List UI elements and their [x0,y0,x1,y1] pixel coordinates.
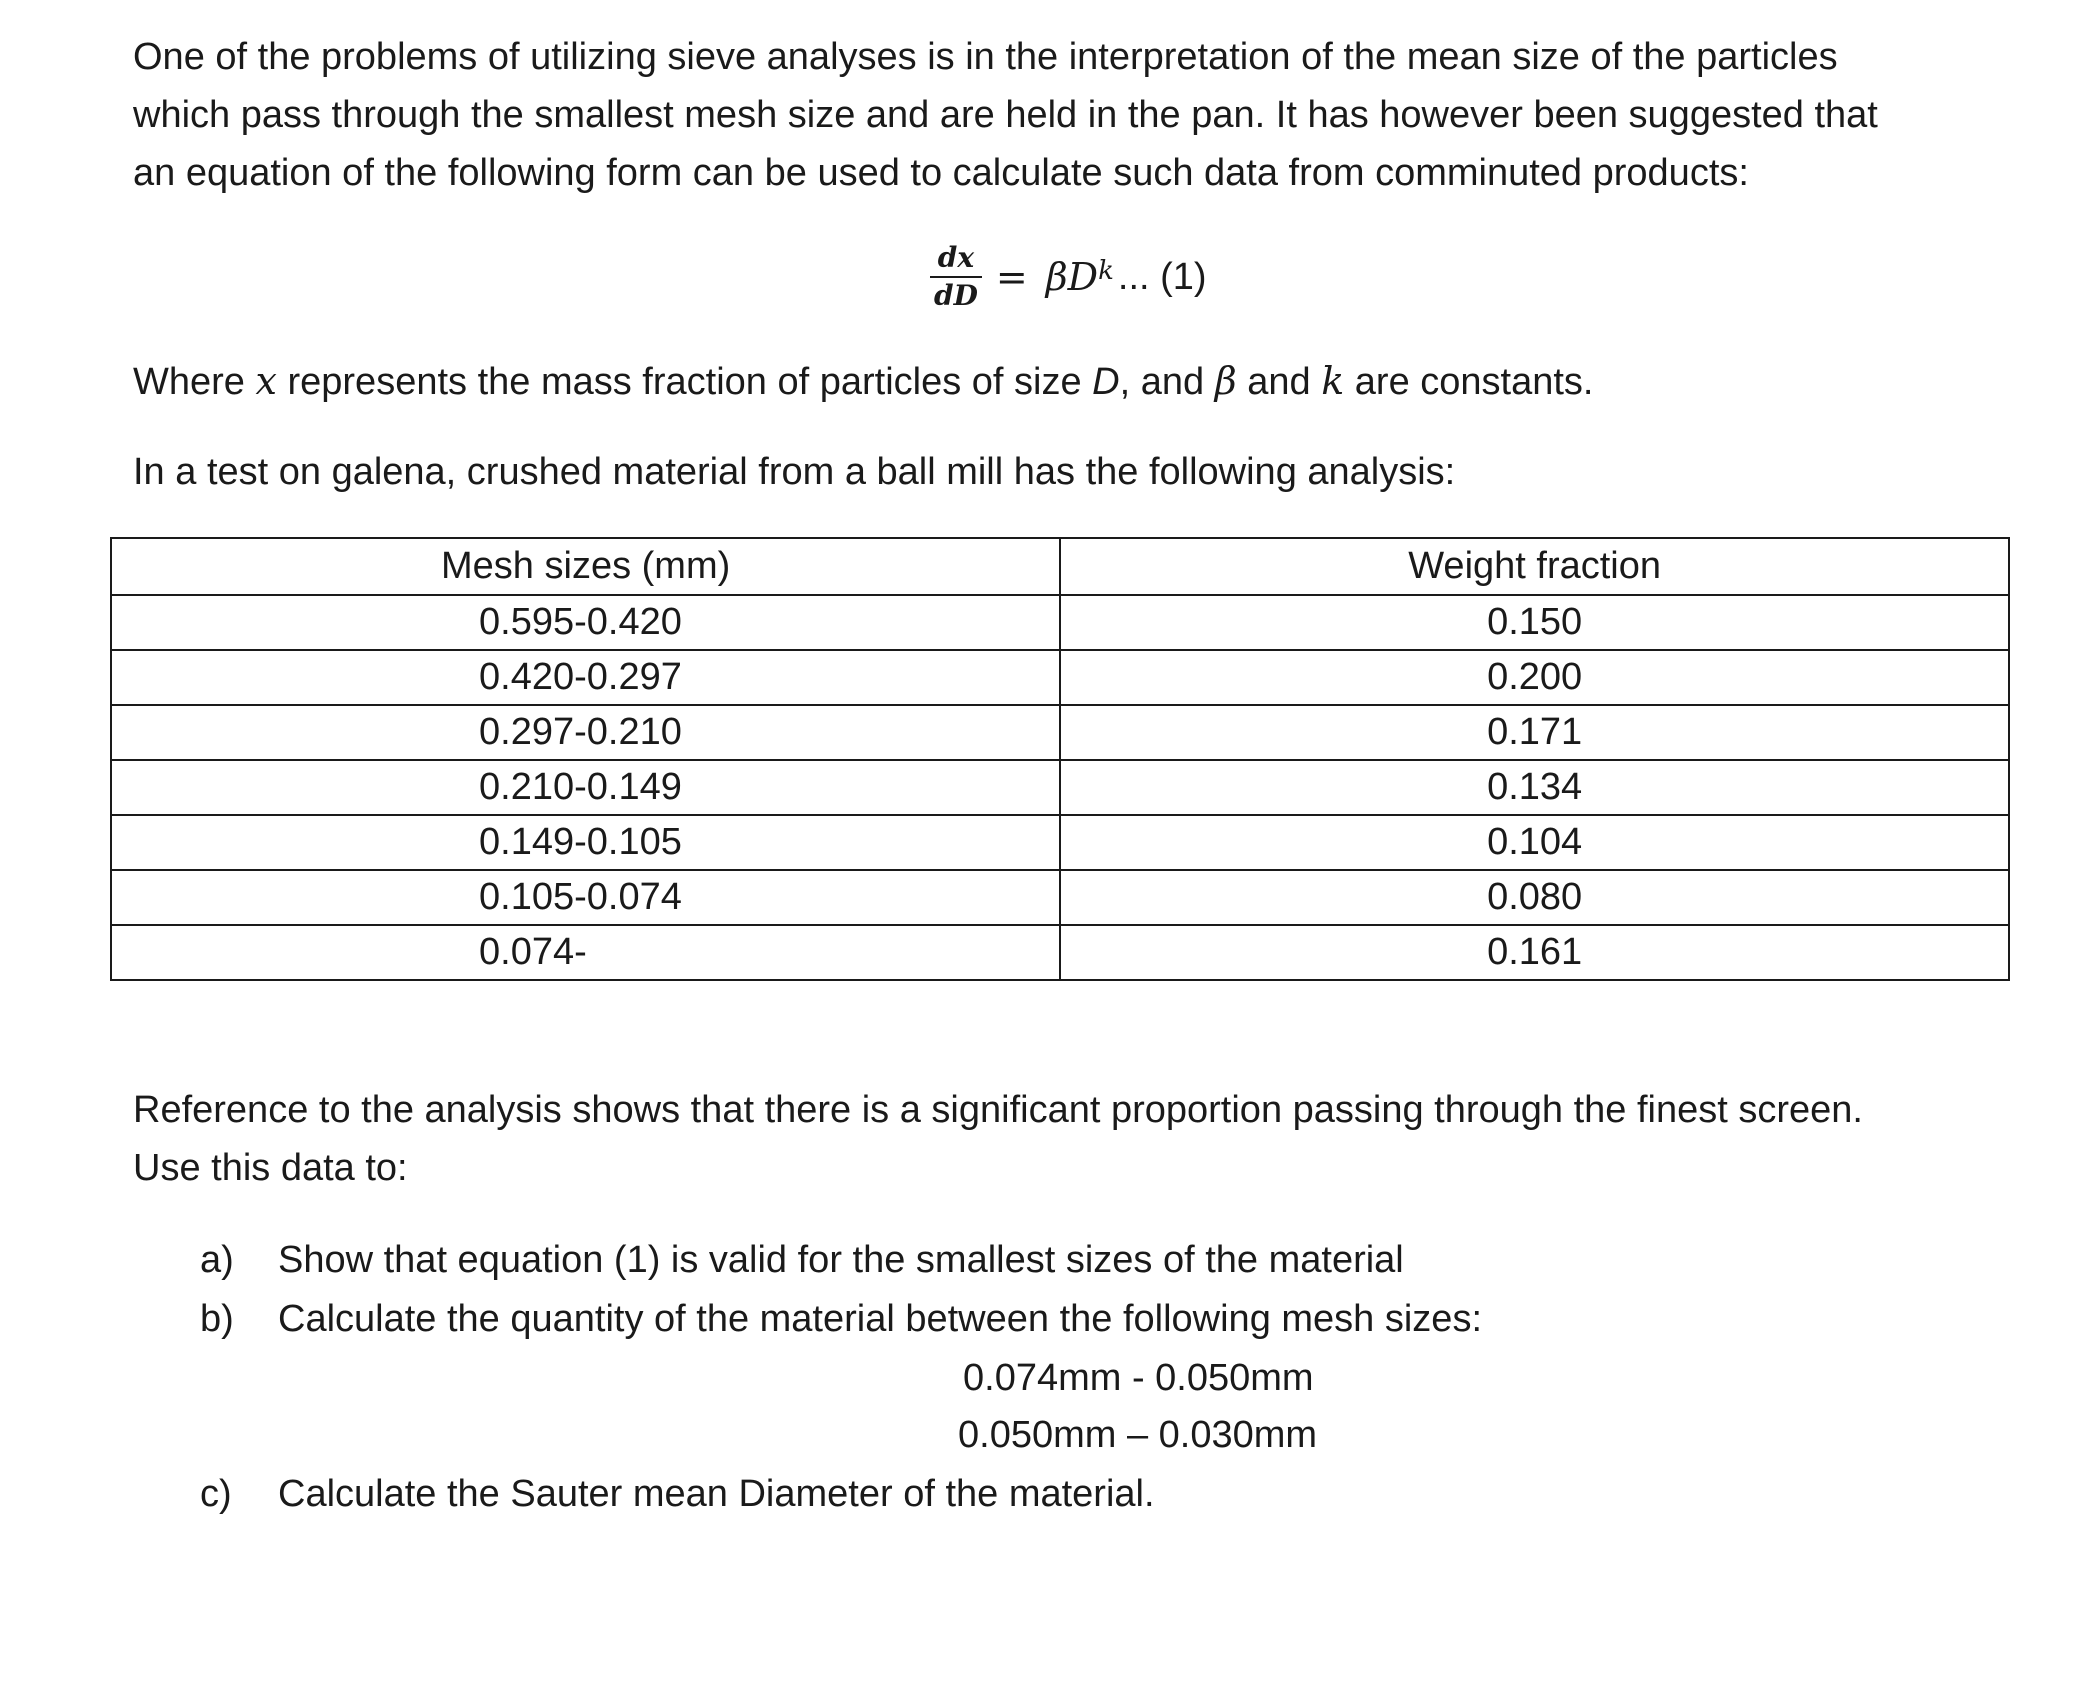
weight-fraction-cell: 0.171 [1060,705,2009,760]
mesh-size-cell: 0.595-0.420 [111,595,1060,650]
equation-rhs: βD [1045,255,1099,299]
fraction-denominator: dD [934,279,978,312]
equation-1 [930,232,1207,322]
fraction-bar [930,276,982,278]
variable-D: D [1092,361,1120,403]
table-row [111,815,2009,870]
fraction-numerator: dx [937,241,975,274]
mesh-size-cell: 0.105-0.074 [111,870,1060,925]
intro-line-1: One of the problems of utilizing sieve analyses is in the interpretation of the mean size of the particles [133,36,1838,78]
mesh-size-cell: 0.074- [111,925,1060,980]
mesh-size-cell: 0.149-0.105 [111,815,1060,870]
task-c [200,1465,1155,1523]
derivative-fraction [930,242,982,312]
mesh-size-cell: 0.297-0.210 [111,705,1060,760]
weight-fraction-cell: 0.150 [1060,595,2009,650]
mesh-size-cell: 0.420-0.297 [111,650,1060,705]
table-row [111,650,2009,705]
variable-beta: β [1214,359,1237,403]
where-text-5: are constants. [1344,361,1594,403]
where-text-4: and [1236,361,1322,403]
equation-exponent: k [1098,256,1114,286]
weight-fraction-cell: 0.080 [1060,870,2009,925]
task-a-marker: a) [200,1239,234,1281]
intro-paragraph [133,28,2013,202]
task-b-text: Calculate the quantity of the material between the following mesh sizes: [278,1298,1482,1340]
table-header-row [111,538,2009,595]
mesh-size-cell: 0.210-0.149 [111,760,1060,815]
task-b [200,1290,1482,1348]
weight-fraction-cell: 0.161 [1060,925,2009,980]
test-intro [133,443,2013,501]
task-c-marker: c) [200,1473,232,1515]
intro-line-2: which pass through the smallest mesh size and are held in the pan. It has however been suggested that [133,94,1878,136]
weight-fraction-cell: 0.104 [1060,815,2009,870]
table-row [111,760,2009,815]
where-text-2: represents the mass fraction of particles of size [276,361,1093,403]
variable-k: k [1321,359,1345,403]
where-text-3: , and [1119,361,1215,403]
table-row [111,705,2009,760]
reference-paragraph [133,1081,2013,1197]
where-text-1: Where [133,361,256,403]
header-weight-fraction: Weight fraction [1060,538,2009,595]
reference-line-1: Reference to the analysis shows that there is a significant proportion passing through the finest screen. [133,1089,1863,1131]
weight-fraction-cell: 0.200 [1060,650,2009,705]
equation-label: ... (1) [1117,255,1207,298]
task-c-text: Calculate the Sauter mean Diameter of the material. [278,1473,1155,1515]
task-b-marker: b) [200,1298,234,1340]
weight-fraction-cell: 0.134 [1060,760,2009,815]
test-intro-text: In a test on galena, crushed material from a ball mill has the following analysis: [133,451,1456,493]
where-paragraph [133,352,2013,411]
mesh-range-1: 0.074mm - 0.050mm [963,1357,1314,1399]
variable-x: x [255,359,277,403]
table-row [111,925,2009,980]
table-row [111,595,2009,650]
table-row [111,870,2009,925]
task-a [200,1231,1404,1289]
equals-sign: = [995,255,1028,299]
reference-line-2: Use this data to: [133,1147,408,1189]
analysis-table [110,537,2010,981]
task-a-text: Show that equation (1) is valid for the smallest sizes of the material [278,1239,1404,1281]
mesh-range-2: 0.050mm – 0.030mm [958,1414,1318,1456]
header-mesh-sizes: Mesh sizes (mm) [111,538,1060,595]
intro-line-3: an equation of the following form can be used to calculate such data from comminuted products: [133,152,1749,194]
